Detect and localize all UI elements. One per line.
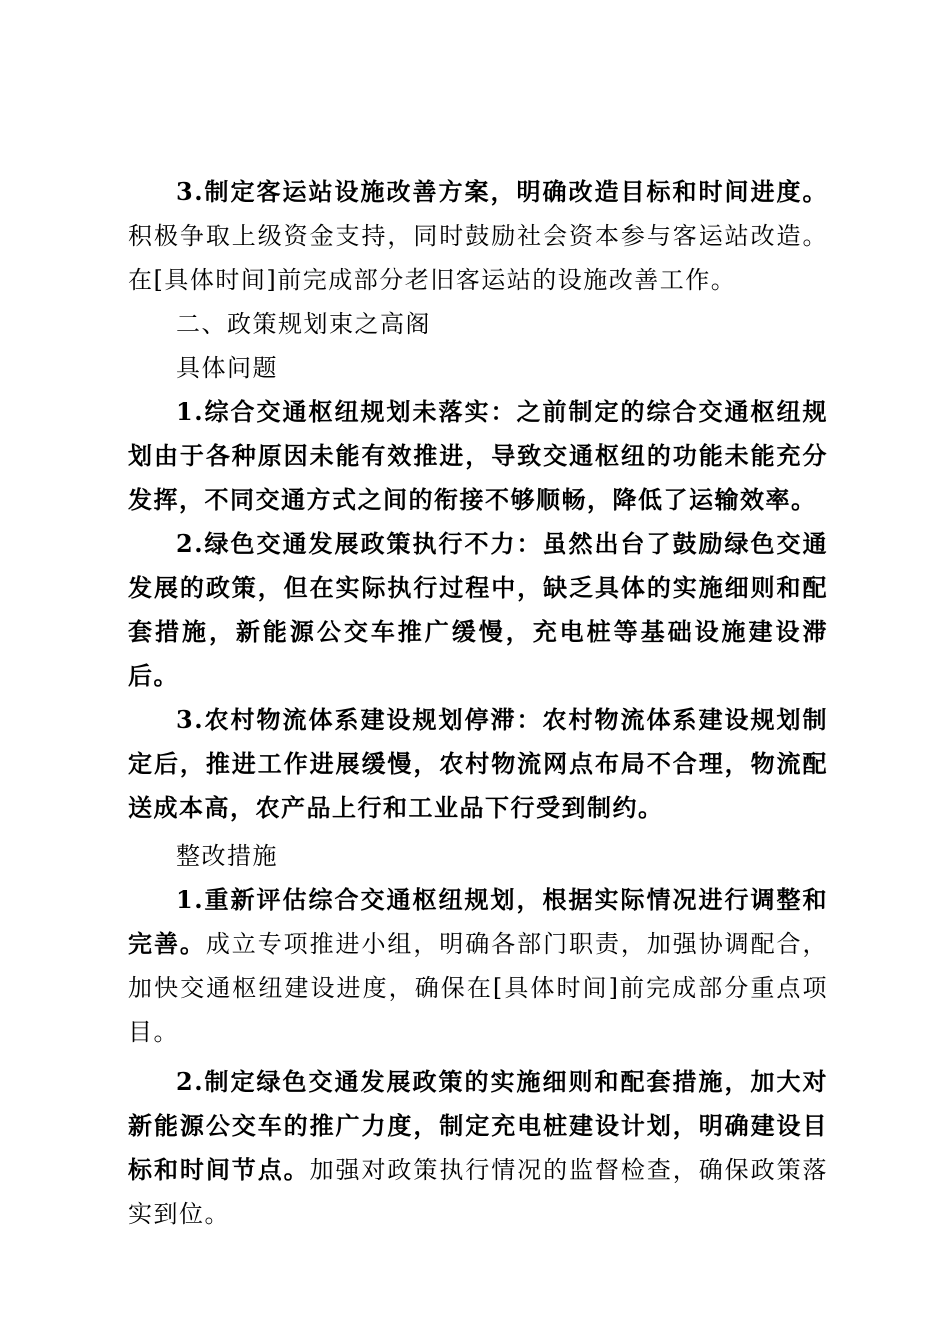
paragraph-body: 成立专项推进小组，明确各部门职责，加强协调配合，加快交通枢纽建设进度，确保在[具体时间]前完成部分重点项目。: [128, 930, 828, 1046]
paragraph-bold-lead: 3.制定客运站设施改善方案，明确改造目标和时间进度。: [176, 177, 828, 206]
section-heading-policy: 二、政策规划束之高阁: [176, 310, 431, 338]
paragraph-bold-lead: 2.绿色交通发展政策执行不力：虽然出台了鼓励绿色交通发展的政策，但在实际执行过程中，缺乏具体的实施细则和配套措施，新能源公交车推广缓慢，充电桩等基础设施建设滞后。: [128, 529, 828, 690]
subheading-specific-issues: 具体问题: [176, 354, 278, 382]
document-page: [128, 170, 828, 1236]
paragraph-body: 加强对政策执行情况的监督检查，确保政策落实到位。: [128, 1156, 829, 1228]
paragraph-passenger-station-plan: [128, 170, 828, 302]
paragraph-bold-lead: 1.重新评估综合交通枢纽规划，根据实际情况进行调整和完善。: [128, 885, 828, 958]
paragraph-measure-hub-plan: [128, 878, 828, 1054]
paragraph-issue-rural-logistics: [128, 698, 828, 830]
paragraph-bold-lead: 3.农村物流体系建设规划停滞：农村物流体系建设规划制定后，推进工作进展缓慢，农村物流网点布局不合理，物流配送成本高，农产品上行和工业品下行受到制约。: [128, 705, 828, 822]
paragraph-body: 积极争取上级资金支持，同时鼓励社会资本参与客运站改造。在[具体时间]前完成部分老旧客运站的设施改善工作。: [128, 222, 828, 294]
paragraph-bold-lead: 2.制定绿色交通发展政策的实施细则和配套措施，加大对新能源公交车的推广力度，制定充电桩建设计划，明确建设目标和时间节点。: [128, 1067, 828, 1184]
subheading-rectification: 整改措施: [176, 842, 278, 870]
paragraph-issue-green-transport: [128, 522, 828, 698]
paragraph-measure-green-transport: [128, 1060, 828, 1236]
paragraph-bold-lead: 1.综合交通枢纽规划未落实：之前制定的综合交通枢纽规划由于各种原因未能有效推进，导致交通枢纽的功能未能充分发挥，不同交通方式之间的衔接不够顺畅，降低了运输效率。: [128, 397, 828, 514]
paragraph-issue-hub-plan: [128, 390, 828, 522]
